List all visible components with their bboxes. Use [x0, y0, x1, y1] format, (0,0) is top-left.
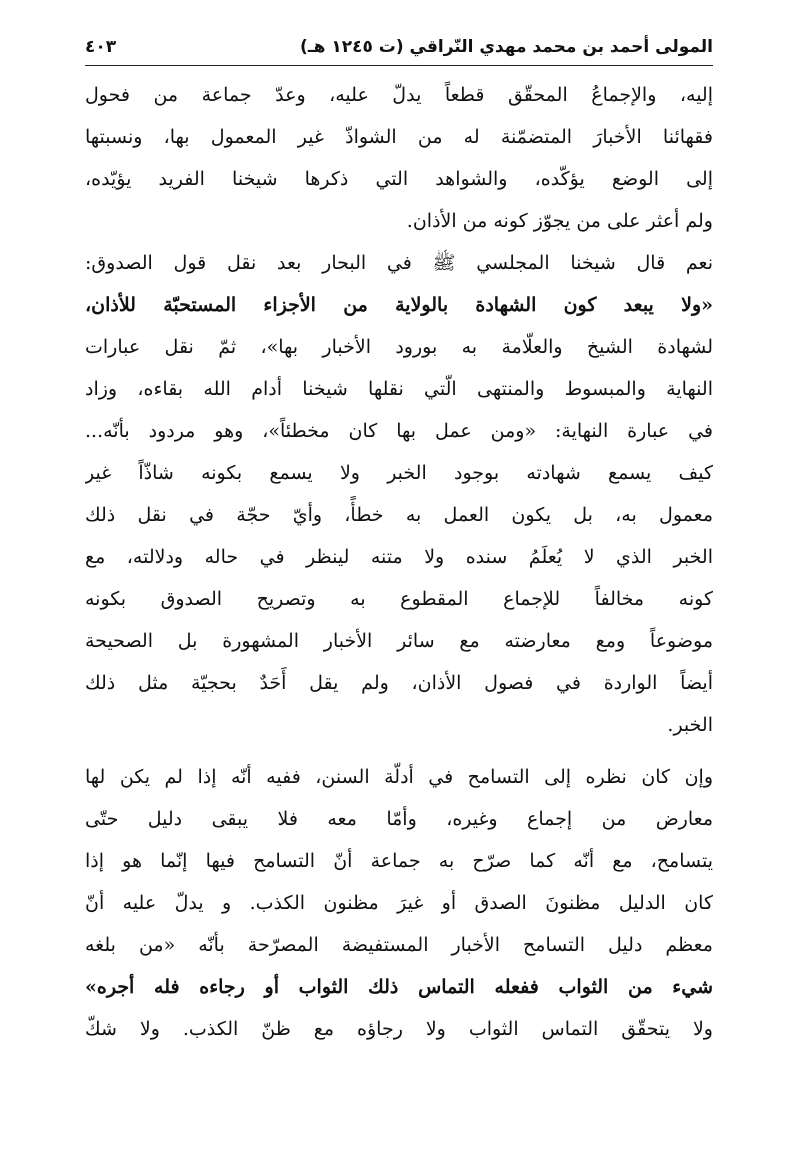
- text-line: نعم قال شيخنا المجلسي ﷺ في البحار بعد نقل قول الصدوق:: [85, 252, 713, 274]
- body-text: [85, 74, 713, 1050]
- text-line: إلى الوضع يؤكّده، والشواهد التي ذكرها شيخنا الفريد يؤيّده،: [85, 168, 713, 190]
- header-title: المولى أحمد بن محمد مهدي النّراقي (ت ١٢٤٥ هـ): [300, 37, 713, 57]
- text-line: في عبارة النهاية: «ومن عمل بها كان مخطئاً»، وهو مردود بأنّه...: [85, 420, 713, 442]
- quoted-text-line: «ولا يبعد كون الشهادة بالولاية من الأجزاء المستحبّة للأذان،: [85, 294, 713, 316]
- text-line: أيضاً الواردة في فصول الأذان، ولم يقل أَحَدٌ بحجيّة مثل ذلك: [85, 672, 713, 694]
- header-divider: [85, 65, 713, 66]
- text-line: موضوعاً ومع معارضته مع سائر الأخبار المشهورة بل الصحيحة: [85, 630, 713, 652]
- text-line: يتسامح، مع أنّه كما صرّح به جماعة أنّ التسامح فيها إنّما هو إذا: [85, 850, 713, 872]
- text-line: لشهادة الشيخ والعلّامة به بورود الأخبار بها»، ثمّ نقل عبارات: [85, 336, 713, 358]
- text-line: النهاية والمبسوط والمنتهى الّتي نقلها شيخنا أدام الله بقاءه، وزاد: [85, 378, 713, 400]
- text-line: الخبر الذي لا يُعلَمُ سنده ولا متنه لينظر في حاله ودلالته، مع: [85, 546, 713, 568]
- text-line: ولا يتحقّق التماس الثواب ولا رجاؤه مع ظنّ الكذب. ولا شكّ: [85, 1018, 713, 1040]
- running-header: [85, 32, 713, 68]
- text-line: معظم دليل التسامح الأخبار المستفيضة المصرّحة بأنّه «من بلغه: [85, 934, 713, 956]
- text-line: معارض من إجماع وغيره، وأمّا معه فلا يبقى دليل حتّى: [85, 808, 713, 830]
- text-line: ولم أعثر على من يجوّز كونه من الأذان.: [406, 210, 713, 232]
- paragraph-gap: [85, 746, 713, 756]
- text-line: كونه مخالفاً للإجماع المقطوع به وتصريح الصدوق بكونه: [85, 588, 713, 610]
- text-line: إليه، والإجماعُ المحقّق قطعاً يدلّ عليه، وعدّ جماعة من فحول: [85, 84, 713, 106]
- text-line: كان الدليل مظنونَ الصدق أو غيرَ مظنون الكذب. و يدلّ عليه أنّ: [85, 892, 713, 914]
- page-number: ٤٠٣: [85, 37, 117, 57]
- text-line: فقهائنا الأخبارَ المتضمّنة له من الشواذّ غير المعمول بها، ونسبتها: [85, 126, 713, 148]
- text-line: وإن كان نظره إلى التسامح في أدلّة السنن، ففيه أنّه إذا لم يكن لها: [85, 766, 713, 788]
- text-line: الخبر.: [667, 714, 713, 736]
- text-line: معمول به، بل يكون العمل به خطأً، وأيّ حجّة في نقل ذلك: [85, 504, 713, 526]
- text-line: كيف يسمع شهادته بوجود الخبر ولا يسمع بكونه شاذّاً غير: [85, 462, 713, 484]
- quoted-text-line: شيء من الثواب ففعله التماس ذلك الثواب أو رجاءه فله أجره»: [85, 976, 713, 998]
